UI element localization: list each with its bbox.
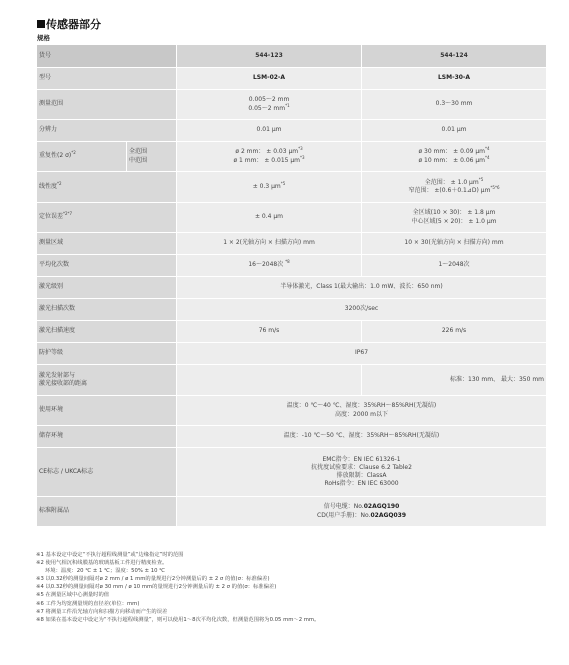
table-row-area	[37, 233, 547, 255]
footnote-ref: *1	[285, 102, 290, 108]
row-label	[37, 142, 127, 172]
linearity-col2-line2	[364, 187, 544, 195]
repeat-sub-labels	[127, 142, 177, 172]
row-label: 测量区域	[37, 233, 177, 255]
linearity-col2	[362, 172, 547, 203]
row-label: 测量范围	[37, 90, 177, 120]
resolution-col1: 0.01 μm	[177, 120, 362, 142]
model-lsm-30-a: LSM-30-A	[362, 68, 547, 90]
linearity-col1	[177, 172, 362, 203]
row-label: 型号	[37, 68, 177, 90]
footnote: ※3 以0.32秒的测量间隔对ø 2 mm / ø 1 mm的量规进行2分钟测量后的 ± 2 σ 的值(σ：标准偏差)	[36, 576, 270, 583]
footnote: ※8 如果在基本设定中设定为“不执行超程线测量”，则可以使用1～8次平均化次数，但测量范围将为0.05 mm～2 mm。	[36, 616, 320, 623]
position-col2	[362, 203, 547, 233]
model-lsm-02-a: LSM-02-A	[177, 68, 362, 90]
area-col2: 10 × 30(光轴方向 × 扫描方向) mm	[362, 233, 547, 255]
storage-env-value: 温度：-10 ℃～50 ℃、湿度：35%RH～85%RH(无凝结)	[177, 426, 547, 448]
accessory-code: 02AGQ039	[370, 511, 407, 519]
position-col2-line1: 全区域(10 × 30)： ± 1.8 μm	[412, 209, 496, 217]
linearity-label-text: 线性度	[39, 182, 58, 190]
table-row-averaging	[37, 255, 547, 277]
scan-count-value: 3200次/sec	[177, 299, 547, 321]
row-label: 激光级别	[37, 277, 177, 299]
table-row-storage-env	[37, 426, 547, 448]
footnote-ref: *5	[478, 176, 484, 182]
distance-label-line1: 激光发射部与	[39, 371, 76, 379]
row-label: 激光扫描次数	[37, 299, 177, 321]
area-col1: 1 × 2(光轴方向 × 扫描方向) mm	[177, 233, 362, 255]
footnote-ref: *3	[300, 154, 305, 160]
scan-speed-col1: 76 m/s	[177, 321, 362, 343]
repeat-value: ø 10 mm： ± 0.06 μm	[418, 156, 486, 164]
section-title-text: 传感器部分	[46, 18, 101, 31]
scan-speed-col2: 226 m/s	[362, 321, 547, 343]
repeat-value: ø 30 mm： ± 0.09 μm	[418, 148, 486, 156]
range-line1: 0.005～2 mm	[248, 96, 290, 104]
ce-mark-value	[177, 448, 547, 497]
footnote: ※4 以0.32秒的测量间隔对ø 30 mm / ø 10 mm的量规进行2分钟测量后的 ± 2 σ 的值(σ：标准偏差)	[36, 584, 277, 591]
sub-label-full-range: 全范围	[129, 148, 148, 156]
row-label: 防护等级	[37, 343, 177, 365]
table-row-protection	[37, 343, 547, 365]
footnote-ref: *2	[57, 180, 62, 186]
distance-label-line2: 激光接收部的距离	[39, 380, 88, 387]
table-row-laser-class	[37, 277, 547, 299]
table-row-resolution	[37, 120, 547, 142]
distance-col2: 标准：130 mm、 最大：350 mm	[362, 365, 547, 396]
avg-col2: 1～2048次	[362, 255, 547, 277]
accessory-prefix: 信号电缆：No.	[323, 503, 364, 511]
row-label: 平均化次数	[37, 255, 177, 277]
footnote-ref: *4	[485, 146, 490, 152]
repeat-value: ø 2 mm： ± 0.03 μm	[235, 148, 299, 156]
resolution-col2: 0.01 μm	[362, 120, 547, 142]
footnote-ref: *5*6	[490, 185, 500, 190]
linearity-value: 全范围： ± 1.0 μm	[424, 178, 479, 186]
row-label	[37, 365, 177, 396]
table-row-operating-env	[37, 396, 547, 426]
table-row-scan-speed	[37, 321, 547, 343]
repeat-label-text: 重复性(2 σ)	[39, 152, 72, 160]
square-bullet-icon	[37, 20, 45, 28]
repeat-value: ø 1 mm： ± 0.015 μm	[233, 156, 301, 164]
accessory-code: 02AGQ190	[363, 503, 400, 511]
table-row-range	[37, 90, 547, 120]
row-label: 激光扫描速度	[37, 321, 177, 343]
footnote-ref: *2*7	[63, 211, 73, 217]
table-row-distance	[37, 365, 547, 396]
footnote: ※6 工件为均宽测量规的直径差(单位：mm)	[36, 600, 140, 607]
row-label: 使用环境	[37, 396, 177, 426]
section-title	[37, 16, 101, 32]
table-row-position-error	[37, 203, 547, 233]
row-label	[37, 172, 177, 203]
table-row-model	[37, 68, 547, 90]
ce-line2: 抗扰度试验要求：Clause 6.2 Table2	[311, 463, 412, 471]
linearity-value: 窄范围： ±(0.6＋0.1⊿D) μm	[408, 187, 491, 194]
footnote-ref: *3	[298, 146, 303, 152]
ce-line3: 排放限制：ClassA	[336, 472, 387, 479]
row-label: CE标志 / UKCA标志	[37, 448, 177, 497]
position-col2-line2: 中心区域(5 × 20)： ± 1.0 μm	[411, 217, 497, 225]
range-col1	[177, 90, 362, 120]
table-row-repeatability	[37, 142, 547, 172]
range-line2	[179, 102, 359, 113]
footnote-ref: *8	[285, 259, 290, 265]
repeat-col2	[362, 142, 547, 172]
footnote: ※2 使用气相沉积线膜基的玻璃基板工件进行精度检查。	[36, 560, 168, 567]
linearity-value: ± 0.3 μm	[252, 182, 281, 190]
repeat-col1-line2	[179, 154, 359, 165]
footnote-ref: *4	[485, 154, 490, 160]
table-row-scan-count	[37, 299, 547, 321]
table-row-item-no	[37, 45, 547, 68]
operating-env-line2: 高度：2000 m以下	[335, 410, 389, 418]
repeat-col2-line2	[364, 154, 544, 165]
repeat-col1	[177, 142, 362, 172]
row-label: 储存环境	[37, 426, 177, 448]
table-row-ce-mark	[37, 448, 547, 497]
range-col2: 0.3～30 mm	[362, 90, 547, 120]
footnote: ※1 基本设定中设定“不执行超程线测量”或“边缘指定”时的范围	[36, 552, 184, 558]
range-line2-text: 0.05～2 mm	[248, 104, 286, 112]
linearity-col2-line1	[364, 176, 544, 187]
operating-env-line1: 温度：0 ℃～40 ℃、湿度：35%RH～85%RH(无凝结)	[286, 402, 437, 410]
position-label-text: 定位误差	[39, 213, 64, 221]
spec-table	[36, 44, 547, 527]
accessory-cable	[179, 503, 544, 511]
avg-col1	[177, 255, 362, 277]
accessory-prefix: CD(用户手册)：No.	[317, 511, 371, 519]
avg-value: 16～2048次	[248, 261, 284, 269]
repeat-col2-line1	[364, 148, 544, 156]
footnotes	[36, 551, 546, 624]
laser-class-value: 半导体激光，Class 1(最大输出：1.0 mW、波长：650 nm)	[177, 277, 547, 299]
row-label	[37, 203, 177, 233]
sub-label-mid-range: 中范围	[129, 156, 148, 164]
ce-line4: RoHs指令：EN IEC 63000	[324, 480, 399, 488]
item-no-544-123: 544-123	[177, 45, 362, 68]
distance-col1	[177, 365, 362, 396]
footnote: ※5 在测量区域中心测量时的值	[36, 592, 110, 599]
footnote: 环境：温度：20 ℃ ± 1 ℃；湿度：50% ± 10 ℃	[45, 568, 166, 575]
ce-line1: EMC指令：EN IEC 61326-1	[322, 455, 401, 463]
item-no-544-124: 544-124	[362, 45, 547, 68]
row-label: 分辨力	[37, 120, 177, 142]
footnote-ref: *2	[71, 150, 76, 156]
footnote-ref: *5	[280, 180, 286, 186]
operating-env-value	[177, 396, 547, 426]
accessory-cd	[179, 512, 544, 520]
accessories-value	[177, 497, 547, 527]
protection-value: IP67	[177, 343, 547, 365]
row-label: 货号	[37, 45, 177, 68]
repeat-col1-line1	[179, 148, 359, 156]
table-row-linearity	[37, 172, 547, 203]
table-row-accessories	[37, 497, 547, 527]
section-subtitle: 规格	[37, 34, 50, 42]
row-label: 标准附属品	[37, 497, 177, 527]
position-col1: ± 0.4 μm	[177, 203, 362, 233]
footnote: ※7 将测量工件沿光轴方向和扫描方向移动而产生的误差	[36, 608, 168, 615]
